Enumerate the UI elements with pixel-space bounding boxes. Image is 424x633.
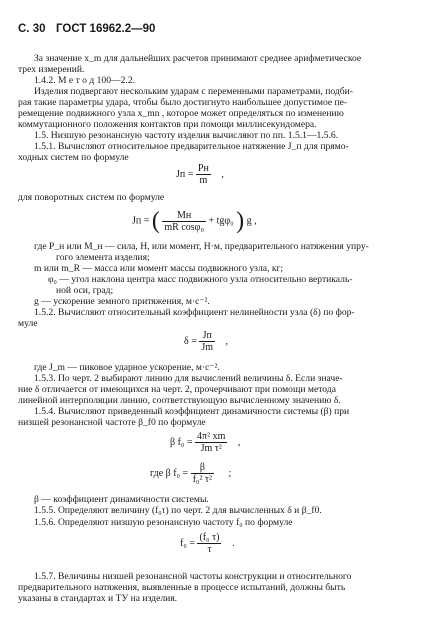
text-line: 1.5.7. Величины низшей резонансной частоты конструкции и относительного — [34, 571, 352, 582]
text-line: для поворотных систем по формуле — [18, 192, 165, 203]
formula-lhs: β f₀ = — [170, 436, 193, 448]
standard-code: ГОСТ 16962.2—90 — [56, 23, 156, 35]
text-line: ной оси, град; — [56, 285, 114, 296]
fraction — [199, 330, 215, 353]
section-heading: 1.4.2. М е т о д 100—2.2. — [34, 75, 136, 86]
text-line: m или m_R — масса или момент массы подвижного узла, кг; — [34, 263, 284, 274]
fraction — [191, 462, 214, 485]
formula-beta-f0 — [150, 462, 231, 485]
text-line: низшей резонансной частоте β_f0 по формуле — [18, 417, 206, 428]
denominator: Jm τ² — [200, 443, 222, 454]
punctuation: , — [221, 168, 224, 180]
text-line: указаны в стандартах и ТУ на изделия. — [18, 593, 178, 604]
text-line: коммутационного положения контактов при помощи миллисекундомера. — [18, 119, 317, 130]
bracket-close: ) — [236, 208, 245, 234]
formula-nonlinearity — [184, 330, 228, 353]
fraction — [197, 532, 221, 555]
formula-preload-linear — [176, 163, 224, 186]
numerator: 4π² xm — [197, 431, 226, 442]
denominator: m — [199, 175, 208, 186]
numerator: β — [191, 462, 214, 474]
fraction — [195, 431, 227, 454]
fraction — [162, 210, 206, 233]
fraction — [196, 163, 211, 186]
text-line: 1.5.5. Определяют величину (f₀τ) по черт. 2 для вычисленных δ и β_f0. — [34, 505, 322, 516]
denominator: mR cosφ₀ — [164, 221, 204, 233]
formula-tail: g , — [246, 215, 257, 227]
punctuation: . — [231, 537, 235, 549]
formula-resonance-frequency — [180, 532, 234, 555]
formula-lhs: где β f₀ = — [150, 467, 189, 479]
bracket-open: ( — [151, 208, 160, 234]
text-line: 1.5.2. Вычисляют относительный коэффициент нелинейности узла (δ) по фор- — [34, 307, 355, 318]
formula-lhs: Jп = — [176, 168, 194, 180]
text-line: Изделия подвергают нескольким ударам с переменными параметрами, подби- — [34, 86, 353, 97]
denominator: Jm — [201, 342, 214, 353]
text-line: рая такие параметры удара, чтобы было достигнуто наибольшее допустимое пе- — [18, 97, 348, 108]
text-line: линейной интерполяции линию, соответствующую вычисленному значению δ. — [18, 395, 341, 406]
text-line: 1.5.3. По черт. 2 выбирают линию для вычислений величины δ. Если значе- — [34, 373, 343, 384]
text-line: 1.5.6. Определяют низшую резонансную частоту f₀ по формуле — [34, 517, 293, 528]
text-line: муле — [18, 318, 38, 329]
denominator: τ — [207, 544, 212, 555]
text-line: 1.5. Низшую резонансную частоту изделия вычисляют по пп. 1.5.1—1.5.6. — [34, 130, 339, 141]
text-line: где P_н или M_н — сила, Н, или момент, Н·м, предварительного натяжения упру- — [34, 241, 369, 252]
text-line: гого элемента изделия; — [56, 252, 150, 263]
page-number: С. 30 — [18, 23, 46, 35]
formula-lhs: δ = — [184, 335, 197, 347]
formula-lhs: f₀ = — [180, 537, 195, 549]
denominator: f₀² τ² — [192, 474, 213, 485]
formula-dynamic-coefficient — [170, 431, 240, 454]
punctuation: , — [237, 436, 241, 448]
formula-lhs: Jп = — [132, 215, 150, 227]
text-line: 1.5.4. Вычисляют приведенный коэффициент динамичности системы (β) при — [34, 406, 350, 417]
text-line: предварительного натяжения, выявленные в процессе испытаний, должны быть — [18, 582, 346, 593]
text-line: 1.5.1. Вычисляют относительное предварительное натяжение J_п для прямо- — [34, 141, 349, 152]
punctuation: , — [225, 335, 229, 347]
text-line: β — коэффициент динамичности системы. — [34, 494, 209, 505]
text-line: ремещение подвижного узла x_mn , которое может определяться по изменению — [18, 108, 344, 119]
numerator: Mн — [162, 210, 206, 222]
text-line: φ₀ — угол наклона центра масс подвижного узла относительно вертикаль- — [48, 274, 353, 285]
text-line: ходных систем по формуле — [18, 152, 129, 163]
text-line: g — ускорение земного притяжения, м·с⁻². — [34, 296, 210, 307]
text-line: трех измерений. — [18, 64, 85, 75]
numerator: Pн — [197, 163, 209, 174]
text-line: За значение x_m для дальнейших расчетов принимают среднее арифметическое — [34, 53, 362, 64]
numerator: (f₀ τ) — [199, 532, 220, 543]
numerator: Jп — [199, 330, 215, 342]
text-line: где J_m — пиковое ударное ускорение, м·с⁻². — [34, 362, 220, 373]
punctuation: ; — [228, 467, 232, 479]
formula-preload-rotary — [132, 209, 257, 233]
formula-term: + tgφ₀ — [208, 215, 234, 227]
text-line: ние δ отличается от имеющихся на черт. 2, прочерчивают при помощи метода — [18, 384, 336, 395]
